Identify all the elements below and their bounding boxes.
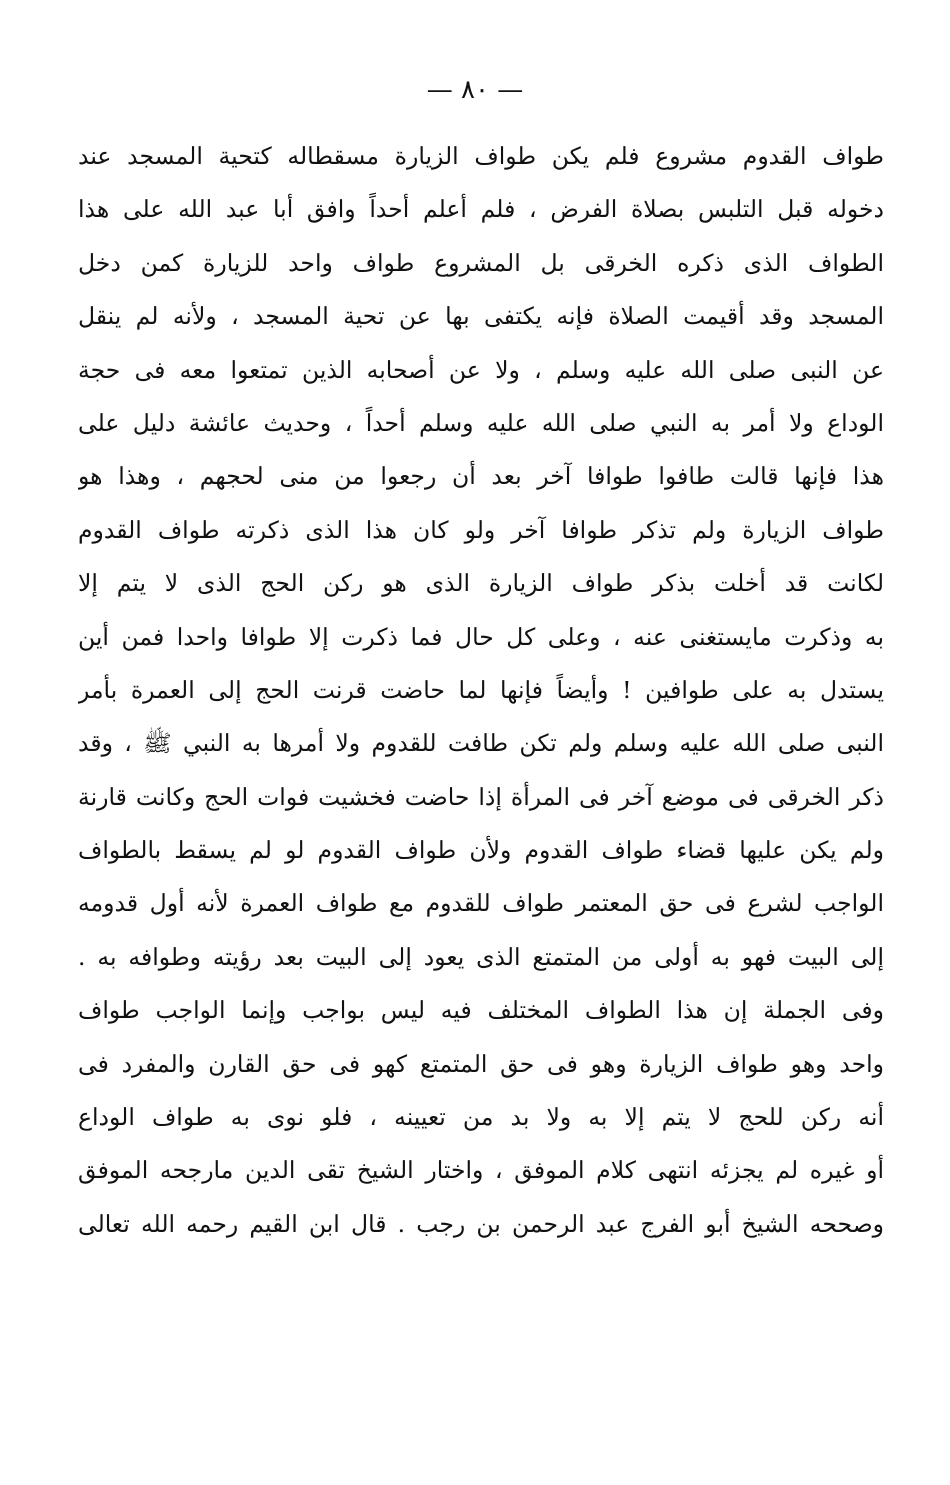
text-line: وفى الجملة إن هذا الطواف المختلف فيه ليس بواجب وإنما الواجب طواف — [78, 996, 884, 1025]
text-line: إلى البيت فهو به أولى من المتمتع الذى يعود إلى البيت بعد رؤيته وطوافه به . — [78, 942, 884, 971]
text-line: وصححه الشيخ أبو الفرج عبد الرحمن بن رجب . قال ابن القيم رحمه الله تعالى — [78, 1209, 884, 1238]
text-line: طواف الزيارة ولم تذكر طوافا آخر ولو كان هذا الذى ذكرته طواف القدوم — [78, 515, 884, 544]
text-line: أو غيره لم يجزئه انتهى كلام الموفق ، واختار الشيخ تقى الدين مارجحه الموفق — [78, 1156, 884, 1185]
text-line: واحد وهو طواف الزيارة وهو فى حق المتمتع كهو فى حق القارن والمفرد فى — [78, 1049, 884, 1078]
text-line: دخوله قبل التلبس بصلاة الفرض ، فلم أعلم أحداً وافق أبا عبد الله على هذا — [78, 195, 884, 224]
text-line: ولم يكن عليها قضاء طواف القدوم ولأن طواف القدوم لو لم يسقط بالطواف — [78, 836, 884, 865]
text-line: لكانت قد أخلت بذكر طواف الزيارة الذى هو ركن الحج الذى لا يتم إلا — [78, 569, 884, 598]
text-line: يستدل به على طوافين ! وأيضاً فإنها لما حاضت قرنت الحج إلى العمرة بأمر — [78, 675, 884, 704]
page-number: — ٨٠ — — [426, 75, 524, 105]
text-line: به وذكرت مايستغنى عنه ، وعلى كل حال فما ذكرت إلا طوافا واحدا فمن أين — [78, 622, 884, 651]
body-text — [78, 130, 884, 1251]
text-line: ذكر الخرقى فى موضع آخر فى المرأة إذا حاضت فخشيت فوات الحج وكانت قارنة — [78, 782, 884, 811]
text-line: عن النبى صلى الله عليه وسلم ، ولا عن أصحابه الذين تمتعوا معه فى حجة — [78, 355, 884, 384]
text-line: الواجب لشرع فى حق المعتمر طواف للقدوم مع طواف العمرة لأنه أول قدومه — [78, 889, 884, 918]
text-line: هذا فإنها قالت طافوا طوافا آخر بعد أن رجعوا من منى لحجهم ، وهذا هو — [78, 462, 884, 491]
text-line: طواف القدوم مشروع فلم يكن طواف الزيارة مسقطاله كتحية المسجد عند — [78, 142, 884, 170]
text-line: الطواف الذى ذكره الخرقى بل المشروع طواف واحد للزيارة كمن دخل — [78, 248, 884, 277]
text-line: النبى صلى الله عليه وسلم ولم تكن طافت للقدوم ولا أمرها به النبي ﷺ ، وقد — [78, 729, 884, 758]
text-line: أنه ركن للحج لا يتم إلا به ولا بد من تعيينه ، فلو نوى به طواف الوداع — [78, 1103, 884, 1132]
text-line: الوداع ولا أمر به النبي صلى الله عليه وسلم أحداً ، وحديث عائشة دليل على — [78, 408, 884, 437]
text-line: المسجد وقد أقيمت الصلاة فإنه يكتفى بها عن تحية المسجد ، ولأنه لم ينقل — [78, 302, 884, 331]
